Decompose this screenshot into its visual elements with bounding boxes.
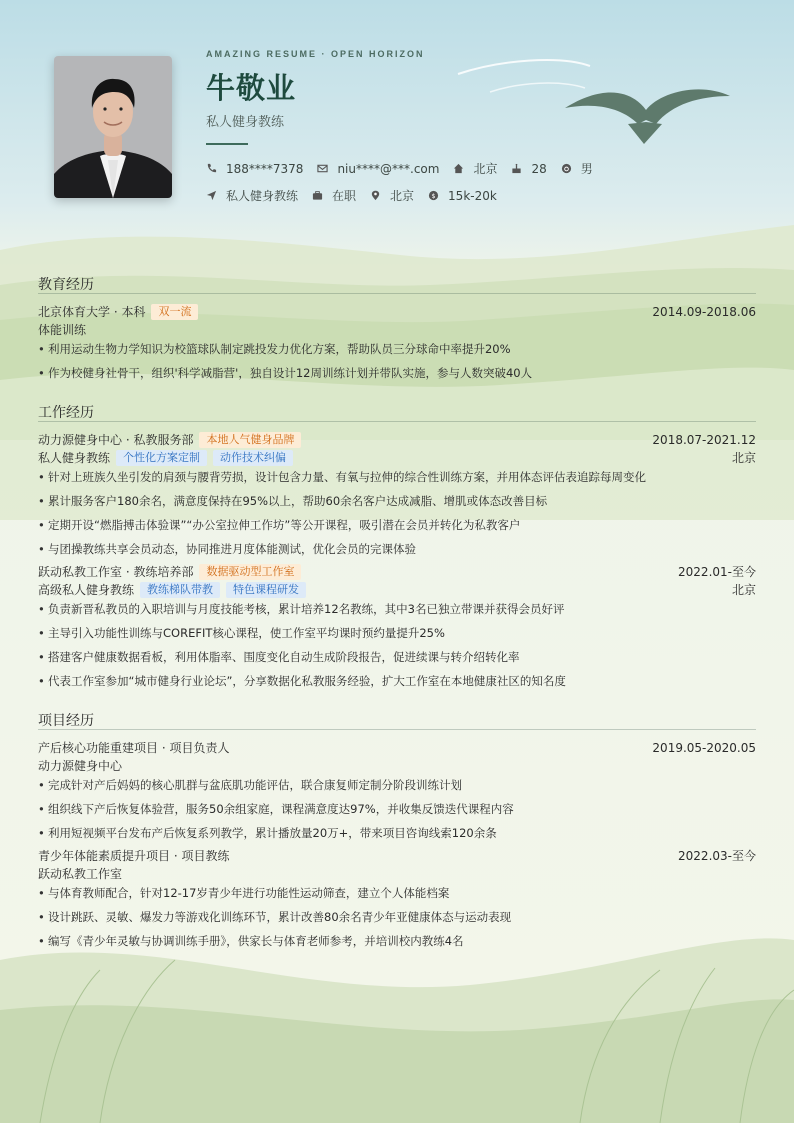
role-name: 私人健身教练: [38, 451, 111, 465]
education-major-row: [38, 321, 756, 338]
list-item: • 定期开设“燃脂搏击体验课”“办公室拉伸工作坊”等公开课程，吸引潜在会员并转化为私教客户: [38, 517, 756, 533]
section-title-education: 教育经历: [38, 277, 94, 293]
education-entry-header: [38, 303, 756, 320]
work-location: 北京: [731, 583, 756, 597]
section-title-work: 工作经历: [38, 405, 94, 421]
list-item: • 与团操教练共享会员动态，协同推进月度体能测试，优化会员的完课体验: [38, 541, 756, 557]
list-item: • 主导引入功能性训练与COREFIT核心课程，使工作室平均课时预约量提升25%: [38, 625, 756, 641]
company-name: 跃动私教工作室 · 教练培养部: [38, 565, 194, 579]
project-org: 动力源健身中心: [38, 759, 123, 773]
mail-icon: [317, 163, 328, 174]
list-item: • 利用运动生物力学知识为校篮球队制定跳投发力优化方案，帮助队员三分球命中率提升20%: [38, 341, 756, 357]
gender-icon: [561, 163, 572, 174]
list-item: • 与体育教师配合，针对12-17岁青少年进行功能性运动筛查，建立个人体能档案: [38, 885, 756, 901]
intent-position-info: 私人健身教练: [206, 187, 298, 204]
list-item: • 搭建客户健康数据看板，利用体脂率、围度变化自动生成阶段报告，促进续课与转介绍转化率: [38, 649, 756, 665]
email-info: niu****@***.com: [317, 162, 439, 176]
role-tag: 个性化方案定制: [116, 450, 207, 466]
gender-info: 男: [561, 160, 593, 177]
resume-kicker: AMAZING RESUME · OPEN HORIZON: [206, 49, 425, 59]
list-item: • 利用短视频平台发布产后恢复系列教学，累计播放量20万+，带来项目咨询线索120余条: [38, 825, 756, 841]
candidate-name: 牛敬业: [206, 71, 297, 105]
work-role-row: [38, 449, 756, 466]
section-divider: [38, 421, 756, 422]
project-entry-header: [38, 739, 756, 756]
list-item: • 设计跳跃、灵敏、爆发力等游戏化训练环节，累计改善80余名青少年亚健康体态与运动表现: [38, 909, 756, 925]
send-icon: [206, 190, 217, 201]
list-item: • 负责新晋私教员的入职培训与月度技能考核，累计培养12名教练，其中3名已独立带课并获得会员好评: [38, 601, 756, 617]
work-entry-header: [38, 431, 756, 448]
school-name: 北京体育大学 · 本科: [38, 305, 146, 319]
work-entry-header: [38, 563, 756, 580]
project-org-row: [38, 865, 756, 882]
phone-icon: [206, 163, 217, 174]
list-item: • 累计服务客户180余名，满意度保持在95%以上，帮助60余名客户达成减脂、增肌或体态改善目标: [38, 493, 756, 509]
section-title-projects: 项目经历: [38, 713, 94, 729]
bird-icon: [560, 80, 735, 150]
header-divider: [206, 143, 248, 145]
project-name: 产后核心功能重建项目 · 项目负责人: [38, 741, 230, 755]
briefcase-icon: [312, 190, 323, 201]
avatar: [54, 56, 172, 198]
school-tag: 双一流: [151, 304, 198, 320]
education-date: 2014.09-2018.06: [652, 304, 756, 319]
location-pin-icon: [370, 190, 381, 201]
company-name: 动力源健身中心 · 私教服务部: [38, 433, 194, 447]
profile-photo: [54, 56, 172, 198]
role-name: 高级私人健身教练: [38, 583, 135, 597]
project-date: 2022.03-至今: [678, 849, 756, 863]
project-name: 青少年体能素质提升项目 · 项目教练: [38, 849, 230, 863]
home-icon: [453, 163, 464, 174]
role-tag: 特色课程研发: [226, 582, 306, 598]
list-item: • 编写《青少年灵敏与协调训练手册》，供家长与体育老师参考，并培训校内教练4名: [38, 933, 756, 949]
role-tag: 教练梯队带教: [140, 582, 220, 598]
section-divider: [38, 729, 756, 730]
project-org: 跃动私教工作室: [38, 867, 123, 881]
salary-info: $ 15k-20k: [428, 189, 497, 203]
contact-info-row: [206, 160, 607, 177]
money-icon: [428, 190, 439, 201]
list-item: • 组织线下产后恢复体验营，服务50余组家庭，课程满意度达97%，并收集反馈迭代课程内容: [38, 801, 756, 817]
company-tag: 数据驱动型工作室: [199, 564, 301, 580]
list-item: • 针对上班族久坐引发的肩颈与腰背劳损，设计包含力量、有氧与拉伸的综合性训练方案，并用体态评估表追踪每周变化: [38, 469, 756, 485]
work-location: 北京: [731, 451, 756, 465]
list-item: • 完成针对产后妈妈的核心肌群与盆底肌功能评估，联合康复师定制分阶段训练计划: [38, 777, 756, 793]
section-divider: [38, 293, 756, 294]
home-info: 北京: [453, 160, 497, 177]
project-entry-header: [38, 847, 756, 864]
age-info: 28: [511, 162, 546, 176]
work-date: 2018.07-2021.12: [652, 432, 756, 447]
svg-text:$: $: [431, 191, 436, 200]
phone-info: 188****7378: [206, 162, 303, 176]
company-tag: 本地人气健身品牌: [199, 432, 301, 448]
cake-icon: [511, 163, 522, 174]
job-intent-row: [206, 187, 511, 204]
work-date: 2022.01-至今: [678, 565, 756, 579]
project-date: 2019.05-2020.05: [652, 740, 756, 755]
project-org-row: [38, 757, 756, 774]
intent-city-info: 北京: [370, 187, 414, 204]
job-title: 私人健身教练: [206, 115, 285, 130]
role-tag: 动作技术纠偏: [213, 450, 293, 466]
major: 体能训练: [38, 323, 87, 337]
work-role-row: [38, 581, 756, 598]
employment-status-info: 在职: [312, 187, 356, 204]
list-item: • 代表工作室参加“城市健身行业论坛”，分享数据化私教服务经验，扩大工作室在本地健康社区的知名度: [38, 673, 756, 689]
list-item: • 作为校健身社骨干，组织'科学减脂营'，独自设计12周训练计划并带队实施，参与人数突破40人: [38, 365, 756, 381]
